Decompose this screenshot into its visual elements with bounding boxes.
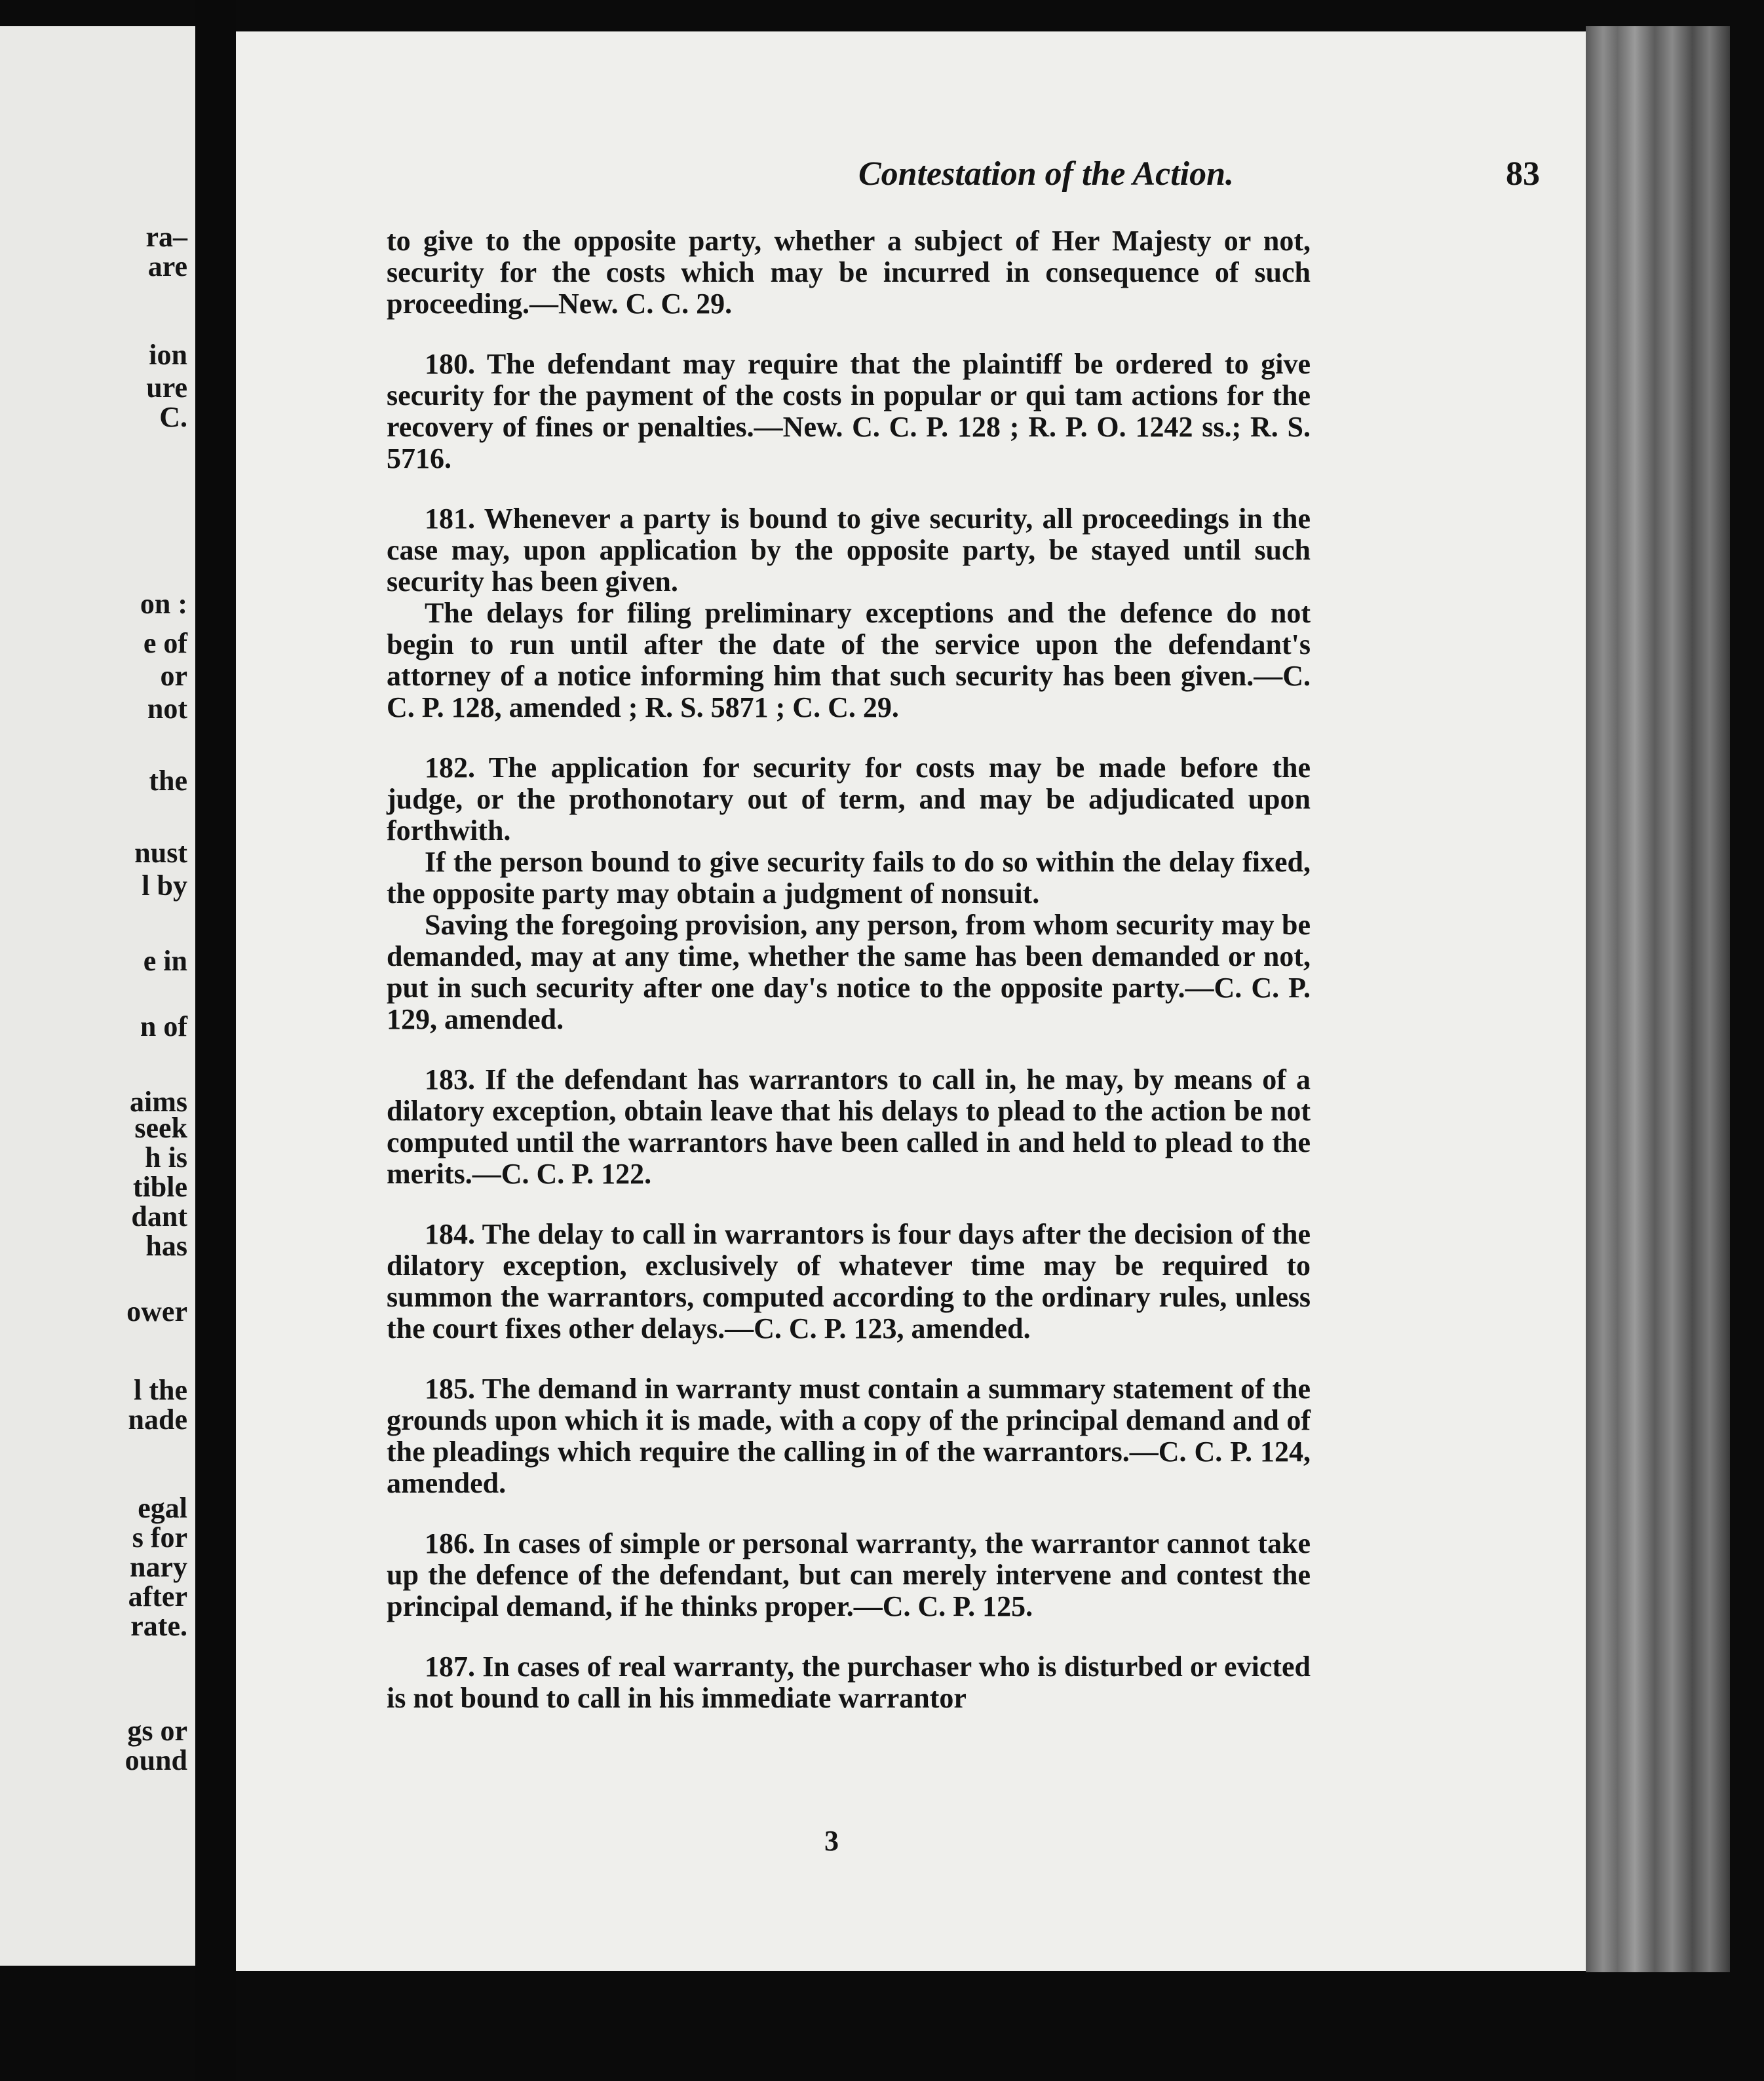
left-page-fragment: h is	[145, 1141, 187, 1174]
article-paragraph: 182. The application for security for costs may be made before the judge, or the prothonotary out of term, and may be adjudicated upon forthwith.	[387, 752, 1311, 847]
article-paragraph: 185. The demand in warranty must contain a summary statement of the grounds upon which it is made, with a copy of the principal demand and of the pleadings which require the calling in of the warrantors.—C. C. P. 124, amended.	[387, 1373, 1311, 1499]
left-page-fragment: ound	[125, 1744, 187, 1776]
article-number: 185	[425, 1373, 468, 1405]
left-page-fragment: ure	[146, 372, 187, 404]
paragraph-text: In cases of real warranty, the purchaser who is disturbed or evicted is not bound to call in his immediate warrantor	[387, 1651, 1311, 1714]
paragraph-text: The defendant may require that the plaintiff be ordered to give security for the payment of the costs in popular or qui tam actions for the recovery of fines or penalties.—New. C. C. P. 128 ; R. P. O. 1242 ss.; R. S. 5716.	[387, 348, 1311, 474]
paragraph	[387, 847, 1311, 909]
left-page-fragment: l by	[142, 869, 187, 902]
left-page-fragment: nust	[134, 837, 187, 869]
article-paragraph: 184. The delay to call in warrantors is four days after the decision of the dilatory exception, exclusively of whatever time may be required to summon the warrantors, computed according to the ordinary rules, unless the court fixes other delays.—C. C. P. 123, amended.	[387, 1218, 1311, 1345]
paragraph-text: Whenever a party is bound to give security, all proceedings in the case may, upon application by the opposite party, be stayed until such security has been given.	[387, 503, 1311, 598]
signature-mark: 3	[824, 1825, 839, 1857]
body-text	[387, 225, 1311, 1714]
running-title: Contestation of the Action.	[858, 155, 1235, 193]
left-page-fragment: rate.	[130, 1610, 187, 1642]
paragraph-text: If the person bound to give security fails to do so within the delay fixed, the opposite party may obtain a judgment of nonsuit.	[387, 846, 1311, 909]
article-paragraph: 181. Whenever a party is bound to give security, all proceedings in the case may, upon application by the opposite party, be stayed until such security has been given.	[387, 503, 1311, 598]
article-number: 187	[425, 1651, 468, 1683]
article-number: 186	[425, 1527, 468, 1559]
article-paragraph: 187. In cases of real warranty, the purchaser who is disturbed or evicted is not bound to call in his immediate warrantor	[387, 1651, 1311, 1714]
paragraph-text: The demand in warranty must contain a summary statement of the grounds upon which it is made, with a copy of the principal demand and of the pleadings which require the calling in of the warrantors.—C. C. P. 124, amended.	[387, 1373, 1311, 1499]
left-page-fragment: nary	[130, 1551, 187, 1583]
left-page-fragment: or	[160, 660, 187, 692]
paragraph-text: Saving the foregoing provision, any person, from whom security may be demanded, may at any time, whether the same has been demanded or not, put in such security after one day's notice to the opposite party.—C. C. P. 129, amended.	[387, 909, 1311, 1035]
article-number: 181	[425, 503, 468, 535]
left-page-fragment: after	[128, 1580, 187, 1613]
paragraph-text: If the defendant has warrantors to call in, he may, by means of a dilatory exception, obtain leave that his delays to plead to the action be not computed until the warrantors have been called in and held to plead to the merits.—C. C. P. 122.	[387, 1063, 1311, 1190]
article-paragraph: 180. The defendant may require that the plaintiff be ordered to give security for the payment of the costs in popular or qui tam actions for the recovery of fines or penalties.—New. C. C. P. 128 ; R. P. O. 1242 ss.; R. S. 5716.	[387, 348, 1311, 474]
article-number: 182	[425, 752, 468, 784]
paragraph	[387, 598, 1311, 723]
left-page-fragment: tible	[132, 1171, 187, 1203]
left-page-fragment: the	[149, 765, 187, 797]
left-page-fragment: has	[145, 1230, 187, 1262]
page-edge	[1586, 26, 1730, 1972]
left-page-fragment: egal	[138, 1492, 187, 1524]
left-page-fragment: ra–	[145, 221, 187, 253]
paragraph-text: In cases of simple or personal warranty, the warrantor cannot take up the defence of the defendant, but can merely intervene and contest the principal demand, if he thinks proper.—C. C. P. 125.	[387, 1527, 1311, 1622]
paragraph-text: The delays for filing preliminary exceptions and the defence do not begin to run until after the date of the service upon the defendant's attorney of a notice informing him that such security has been given.—C. C. P. 128, amended ; R. S. 5871 ; C. C. 29.	[387, 597, 1311, 723]
left-page-fragment: not	[147, 693, 187, 725]
left-page-fragment: ion	[149, 339, 187, 371]
paragraph-text: The application for security for costs may be made before the judge, or the prothonotary out of term, and may be adjudicated upon forthwith.	[387, 752, 1311, 847]
left-page	[0, 26, 195, 1966]
left-page-fragment: C.	[159, 401, 187, 433]
left-page-fragment: l the	[134, 1374, 187, 1406]
left-page-fragment: e in	[143, 945, 187, 977]
left-page-fragment: gs or	[127, 1715, 187, 1747]
left-page-fragment: nade	[128, 1403, 187, 1436]
book-gutter	[195, 0, 236, 2081]
left-page-fragment: on :	[140, 588, 187, 620]
left-page-fragment: are	[147, 250, 187, 282]
article-paragraph: 183. If the defendant has warrantors to call in, he may, by means of a dilatory exception, obtain leave that his delays to plead to the action be not computed until the warrantors have been called in and held to plead to the merits.—C. C. P. 122.	[387, 1063, 1311, 1190]
paragraph	[387, 909, 1311, 1035]
article-number: 184	[425, 1218, 468, 1250]
article-paragraph: 186. In cases of simple or personal warranty, the warrantor cannot take up the defence of the defendant, but can merely intervene and contest the principal demand, if he thinks proper.—C. C. P. 125.	[387, 1527, 1311, 1622]
page	[236, 31, 1586, 1971]
article-number: 180	[425, 348, 468, 380]
left-page-fragment: s for	[132, 1521, 187, 1554]
running-header	[465, 155, 1540, 200]
left-page-fragment: e of	[143, 627, 187, 659]
article-number: 183	[425, 1063, 468, 1096]
left-page-fragment: aims	[130, 1086, 187, 1118]
left-page-fragment: ower	[126, 1295, 187, 1327]
paragraph-text: to give to the opposite party, whether a subject of Her Majesty or not, security for the costs which may be incurred in consequence of such proceeding.—New. C. C. 29.	[387, 225, 1311, 320]
paragraph	[387, 225, 1311, 320]
page-number: 83	[1506, 155, 1540, 193]
left-page-fragment: seek	[134, 1112, 187, 1144]
paragraph-text: The delay to call in warrantors is four days after the decision of the dilatory exception, exclusively of whatever time may be required to summon the warrantors, computed according to the ordinary rules, unless the court fixes other delays.—C. C. P. 123, amended.	[387, 1218, 1311, 1345]
left-page-fragment: n of	[140, 1010, 187, 1042]
left-page-fragment: dant	[131, 1200, 187, 1232]
